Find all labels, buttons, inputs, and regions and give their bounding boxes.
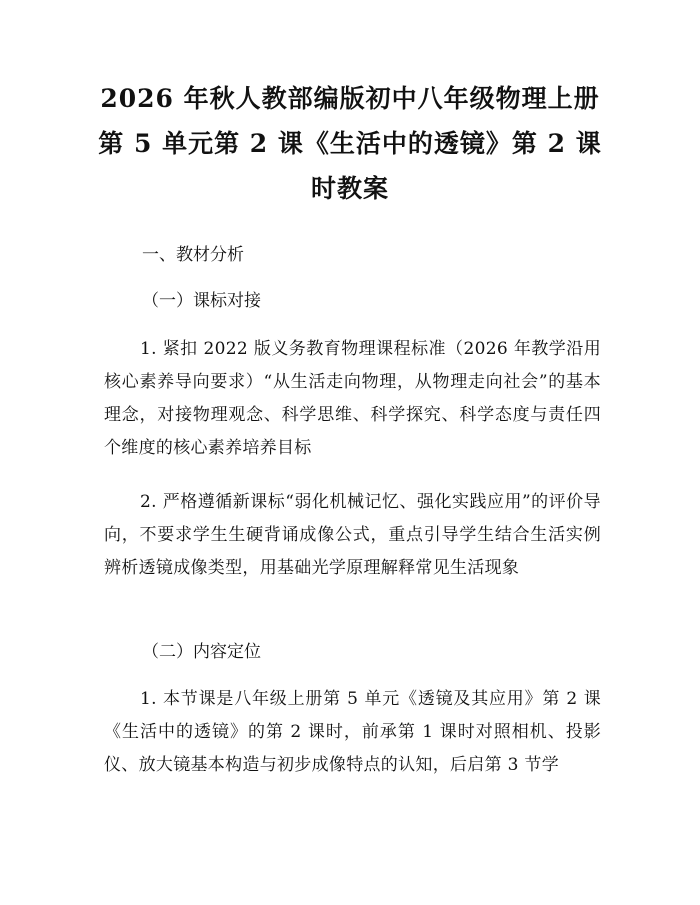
subsection-heading-content-positioning: （二）内容定位: [142, 642, 261, 662]
document-title: 2026 年秋人教部编版初中八年级物理上册第 5 单元第 2 课《生活中的透镜》第 2 课时教案: [98, 84, 602, 203]
paragraph-curriculum-2: 2. 严格遵循新课标“弱化机械记忆、强化实践应用”的评价导向，不要求学生生硬背诵成像公式，重点引导学生结合生活实例辨析透镜成像类型，用基础光学原理解释常见生活现象: [104, 492, 601, 578]
paragraph-curriculum-1: 1. 紧扣 2022 版义务教育物理课程标准（2026 年教学沿用核心素养导向要求）“从生活走向物理，从物理走向社会”的基本理念，对接物理观念、科学思维、科学探究、科学态度与责任四个维度的核心素养培养目标: [104, 339, 601, 458]
subsection-heading-curriculum-alignment: （一）课标对接: [142, 291, 261, 311]
section-heading-textbook-analysis: 一、教材分析: [142, 245, 244, 265]
paragraph-content-1: 1. 本节课是八年级上册第 5 单元《透镜及其应用》第 2 课《生活中的透镜》的第 2 课时，前承第 1 课时对照相机、投影仪、放大镜基本构造与初步成像特点的认知，后启第 3 节学: [104, 689, 601, 775]
